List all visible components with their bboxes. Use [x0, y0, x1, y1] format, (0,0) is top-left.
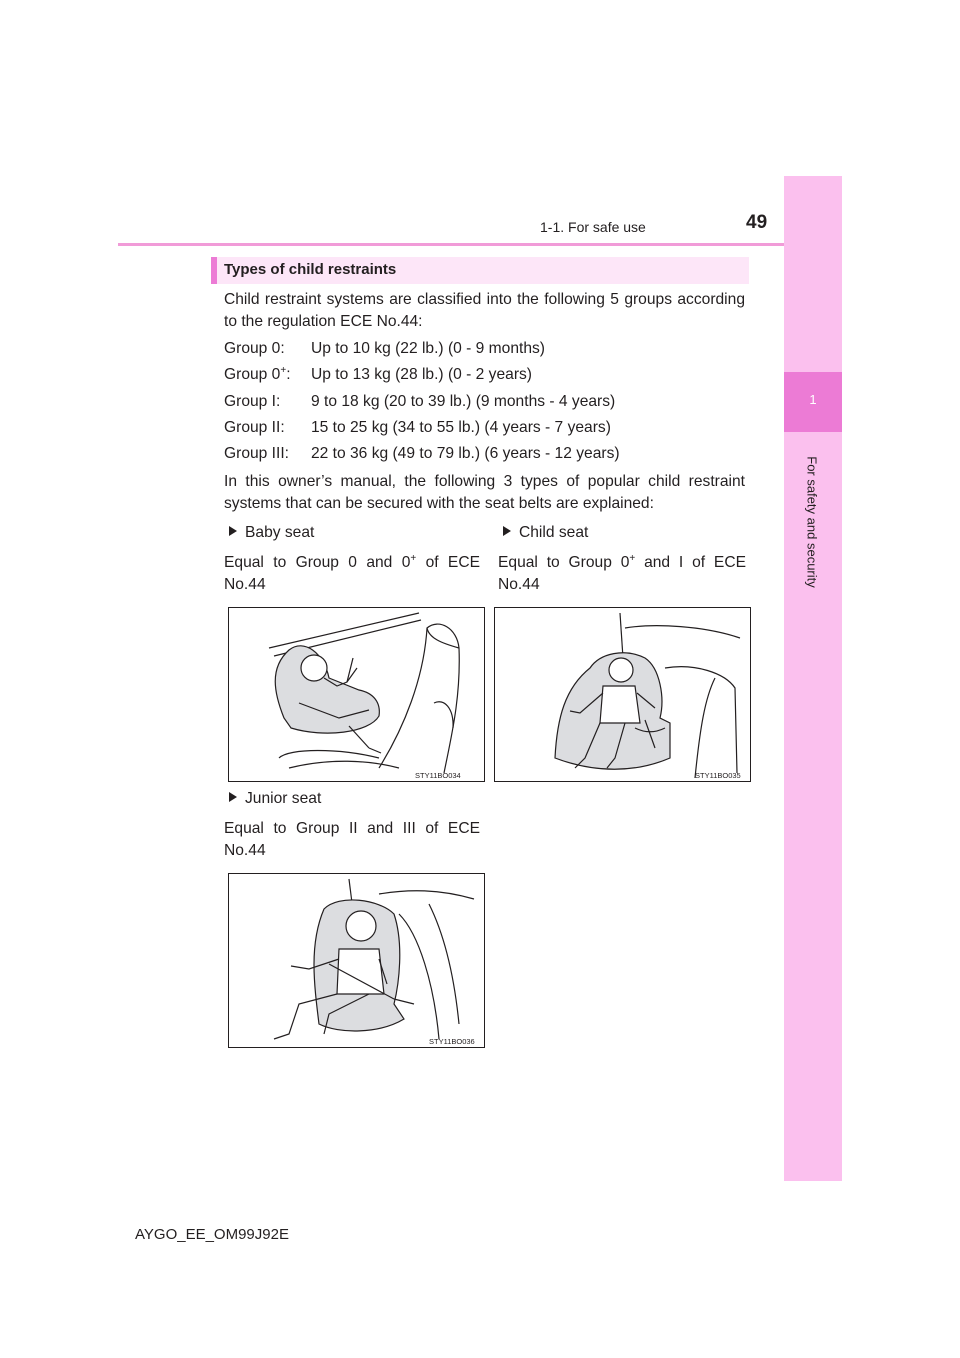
triangle-bullet-icon: [229, 526, 237, 536]
document-code: AYGO_EE_OM99J92E: [135, 1226, 289, 1243]
child-seat-desc: Equal to Group 0+ and I of ECE No.44: [498, 553, 746, 593]
header-rule: [118, 243, 842, 246]
side-tab: [784, 176, 842, 1181]
image-code: STY11BO035: [695, 771, 741, 780]
group-desc: 15 to 25 kg (34 to 55 lb.) (4 years - 7 years): [311, 419, 611, 436]
junior-seat-heading: Junior seat: [229, 790, 321, 808]
group-label: Group II:: [224, 419, 285, 436]
group-label: Group III:: [224, 445, 290, 462]
section-heading: Types of child restraints: [224, 261, 397, 278]
page-number: 49: [746, 212, 768, 233]
chapter-number: 1: [809, 392, 817, 407]
baby-seat-illustration: [228, 607, 485, 782]
child-seat-heading: Child seat: [503, 524, 588, 542]
group-desc: 22 to 36 kg (49 to 79 lb.) (6 years - 12 years): [311, 445, 620, 462]
child-seat-illustration: [494, 607, 751, 782]
section-title: 1-1. For safe use: [540, 219, 646, 235]
group-desc: Up to 13 kg (28 lb.) (0 - 2 years): [311, 366, 533, 383]
image-code: STY11BO034: [415, 771, 461, 780]
baby-seat-desc: Equal to Group 0 and 0+ of ECE No.44: [224, 553, 480, 593]
triangle-bullet-icon: [229, 792, 237, 802]
group-desc: 9 to 18 kg (20 to 39 lb.) (9 months - 4 years): [311, 393, 616, 410]
group-label: Group 0:: [224, 340, 285, 357]
chapter-title: For safety and security: [804, 456, 820, 588]
group-label: Group 0+:: [224, 365, 291, 383]
junior-seat-illustration: [228, 873, 485, 1048]
baby-seat-heading: Baby seat: [229, 524, 314, 542]
group-label: Group I:: [224, 393, 281, 410]
junior-seat-desc: Equal to Group II and III of ECE No.44: [224, 820, 480, 859]
types-paragraph: In this owner’s manual, the following 3 types of popular child restraint systems that can be secured with the seat belts are explained:: [224, 473, 745, 512]
triangle-bullet-icon: [503, 526, 511, 536]
group-desc: Up to 10 kg (22 lb.) (0 - 9 months): [311, 340, 546, 357]
section-heading-bar: [211, 257, 217, 284]
intro-paragraph: Child restraint systems are classified into the following 5 groups according to the regulation ECE No.44:: [224, 291, 745, 330]
image-code: STY11BO036: [429, 1037, 475, 1046]
